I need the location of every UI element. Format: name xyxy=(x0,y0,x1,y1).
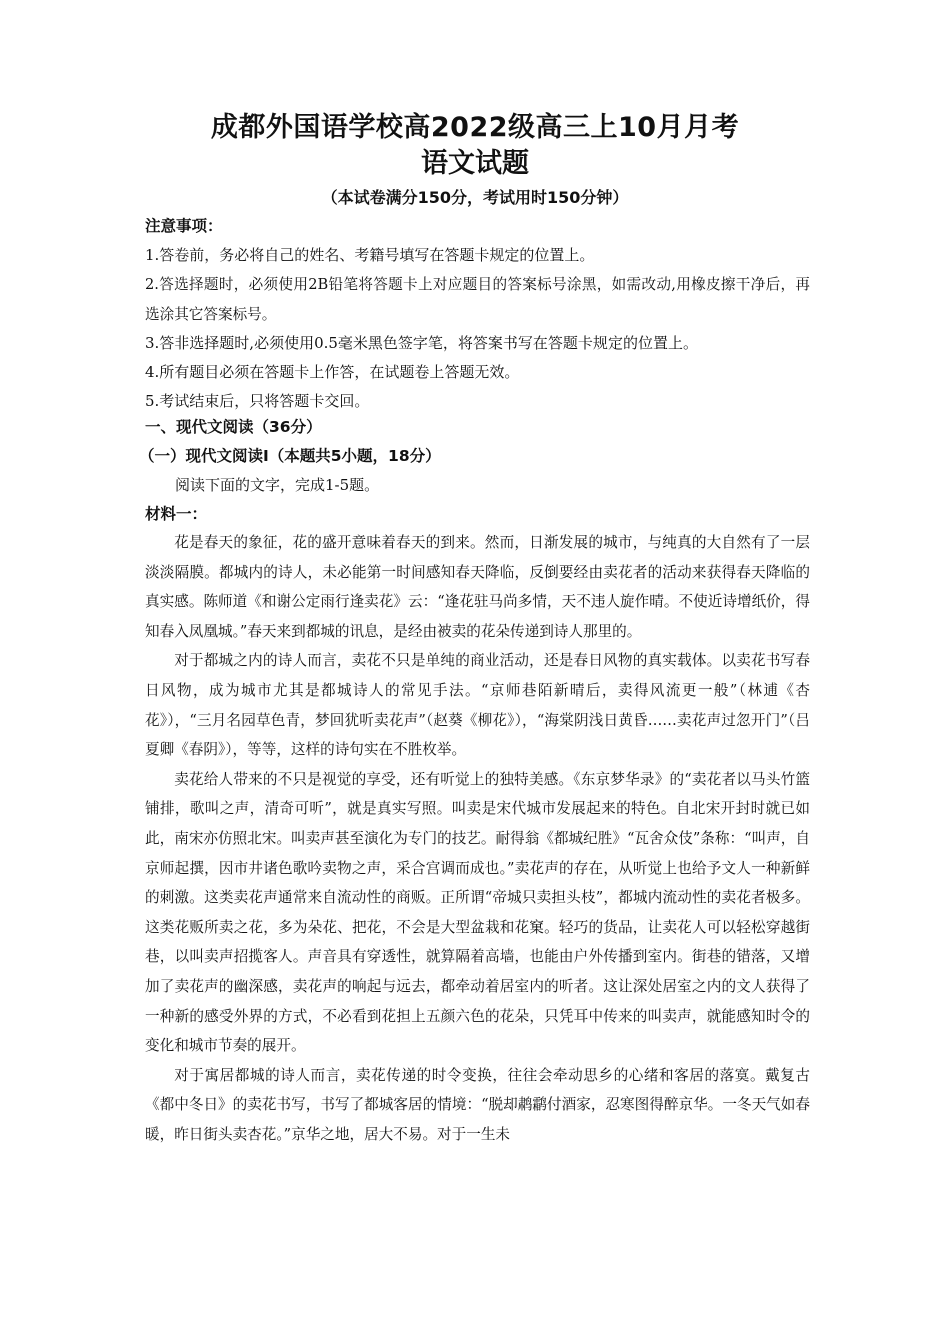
reading-section xyxy=(139,413,810,529)
exam-subject-title: 语文试题 xyxy=(421,148,529,179)
paragraph: 对于都城之内的诗人而言，卖花不只是单纯的商业活动，还是春日风物的真实载体。以卖花书写春日风物，成为城市尤其是都城诗人的常见手法。“京师巷陌新晴后，卖得风流更一般”（林逋《杏花》），“三月名园草色青，梦回犹听卖花声”（赵葵《柳花》），“海棠阴浅日黄昏……卖花声过忽开门”（吕夏卿《春阴》），等等，这样的诗句实在不胜枚举。 xyxy=(145,652,810,759)
sub-section-heading: （一）现代文阅读Ⅰ（本题共5小题，18分） xyxy=(139,447,441,465)
paragraph: 卖花给人带来的不只是视觉的享受，还有听觉上的独特美感。《东京梦华录》的“卖花者以马头竹篮铺排，歌叫之声，清奇可听”，就是真实写照。叫卖是宋代城市发展起来的特色。自北宋开封时就已如此，南宋亦仿照北宋。叫卖声甚至演化为专门的技艺。耐得翁《都城纪胜》“瓦舍众伎”条称：“叫声，自京师起撰，因市井诸色歌吟卖物之声，采合宫调而成也。”卖花声的存在，从听觉上也给予文人一种新鲜的刺激。这类卖花声通常来自流动性的商贩。正所谓“帝城只卖担头枝”，都城内流动性的卖花者极多。这类花贩所卖之花，多为朵花、把花，不会是大型盆栽和花窠。轻巧的货品，让卖花人可以轻松穿越街巷，以叫卖声招揽客人。声音具有穿透性，就算隔着高墙，也能由户外传播到室内。街巷的错落，又增加了卖花声的幽深感，卖花声的响起与远去，都牵动着居室内的听者。这让深处居室之内的文人获得了一种新的感受外界的方式，不必看到花担上五颜六色的花朵，只凭耳中传来的叫卖声，就能感知时令的变化和城市节奏的展开。 xyxy=(145,770,810,1055)
notice-item: 2.答选择题时，必须使用2B铅笔将答题卡上对应题目的答案标号涂黑，如需改动,用橡皮擦干净后，再选涂其它答案标号。 xyxy=(145,276,810,323)
material-body xyxy=(145,528,810,1149)
material-label: 材料一： xyxy=(145,505,208,523)
notice-item: 3.答非选择题时,必须使用0.5毫米黑色签字笔，将答案书写在答题卡规定的位置上。 xyxy=(145,334,698,353)
notice-section xyxy=(145,212,810,416)
section-instruction: 阅读下面的文字，完成1-5题。 xyxy=(175,476,380,494)
paragraph: 对于寓居都城的诗人而言，卖花传递的时令变换，往往会牵动思乡的心绪和客居的落寞。戴复古《都中冬日》的卖花书写，书写了都城客居的情境：“脱却鹔鹴付酒家，忍寒图得醉京华。一冬天气如春暖，昨日街头卖杏花。”京华之地，居大不易。对于一生未 xyxy=(145,1066,810,1143)
notice-heading: 注意事项： xyxy=(145,217,223,235)
notice-item: 4.所有题目必须在答题卡上作答，在试题卷上答题无效。 xyxy=(145,363,520,382)
exam-subtitle: （本试卷满分150分，考试用时150分钟） xyxy=(321,188,629,207)
exam-title: 成都外国语学校高2022级高三上10月月考 xyxy=(210,112,740,143)
paragraph: 花是春天的象征，花的盛开意味着春天的到来。然而，日渐发展的城市，与纯真的大自然有了一层淡淡隔膜。都城内的诗人，未必能第一时间感知春天降临，反倒要经由卖花者的活动来获得春天降临的真实感。陈师道《和谢公定雨行逢卖花》云：“逢花驻马尚多情，天不违人旋作晴。不使近诗增纸价，得知春入凤凰城。”春天来到都城的讯息，是经由被卖的花朵传递到诗人那里的。 xyxy=(145,534,810,640)
notice-item: 5.考试结束后，只将答题卡交回。 xyxy=(145,392,370,411)
notice-item: 1.答卷前，务必将自己的姓名、考籍号填写在答题卡规定的位置上。 xyxy=(145,246,595,264)
section-heading: 一、现代文阅读（36分） xyxy=(145,418,322,436)
